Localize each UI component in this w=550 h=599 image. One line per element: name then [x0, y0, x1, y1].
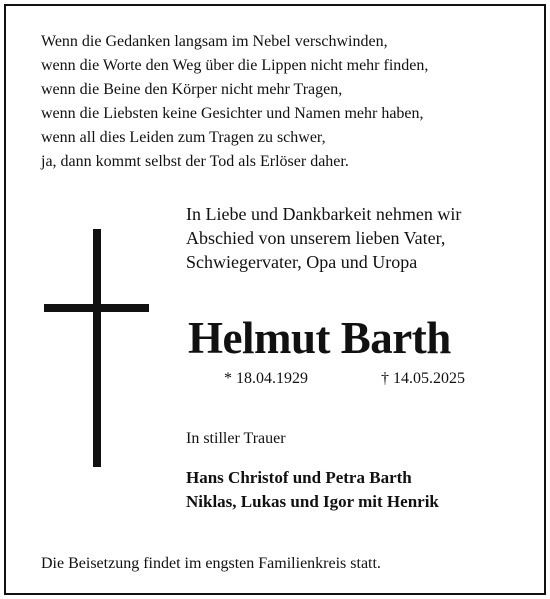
intro-text [186, 202, 526, 274]
poem-line: wenn die Liebsten keine Gesichter und Namen mehr haben, [41, 105, 424, 122]
mourning-label: In stiller Trauer [186, 430, 286, 447]
intro-line: Schwiegervater, Opa und Uropa [186, 252, 418, 272]
poem-line: Wenn die Gedanken langsam im Nebel verschwinden, [41, 33, 388, 50]
family-names [186, 466, 526, 514]
poem [41, 30, 511, 174]
intro-line: In Liebe und Dankbarkeit nehmen wir [186, 204, 462, 224]
birth-date: * 18.04.1929 [224, 370, 308, 387]
cross-vertical-beam [93, 229, 101, 467]
deceased-name: Helmut Barth [188, 313, 451, 363]
poem-line: wenn all dies Leiden zum Tragen zu schwer, [41, 129, 326, 146]
poem-line: wenn die Worte den Weg über die Lippen nicht mehr finden, [41, 57, 429, 74]
intro-line: Abschied von unserem lieben Vater, [186, 228, 446, 248]
poem-line: ja, dann kommt selbst der Tod als Erlöser daher. [41, 153, 349, 170]
burial-notice: Die Beisetzung findet im engsten Familienkreis statt. [41, 555, 381, 572]
family-line: Niklas, Lukas und Igor mit Henrik [186, 492, 439, 511]
cross-horizontal-beam [44, 304, 149, 312]
cross-icon [44, 229, 149, 467]
poem-line: wenn die Beine den Körper nicht mehr Tragen, [41, 81, 343, 98]
family-line: Hans Christof und Petra Barth [186, 468, 412, 487]
death-date: † 14.05.2025 [381, 370, 465, 387]
